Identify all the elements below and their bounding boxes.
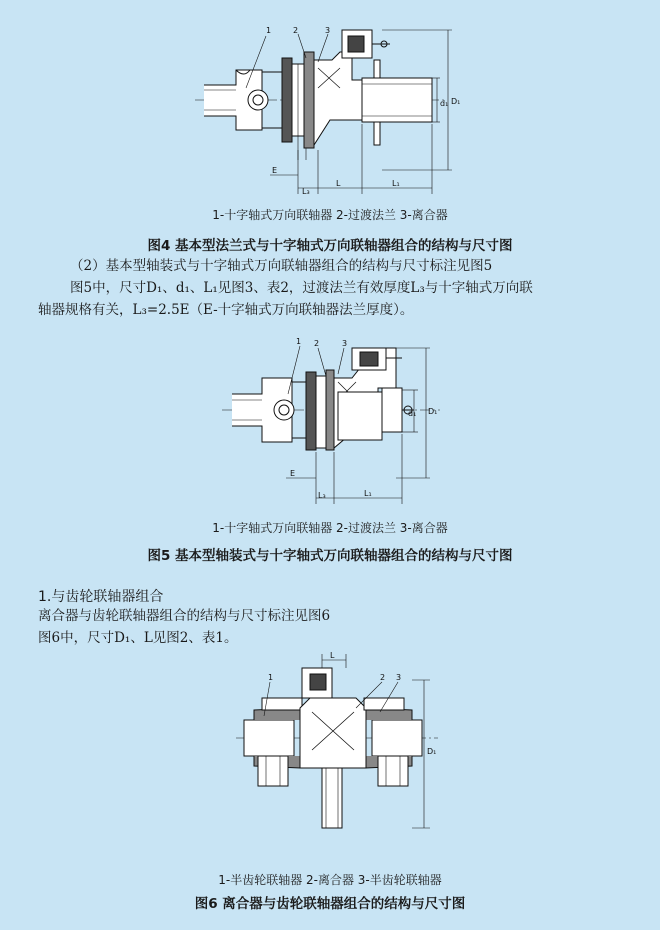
fig4-label-3: 3 xyxy=(325,26,331,35)
fig6-label-1: 1 xyxy=(268,673,274,682)
section-line-2: 图6中，尺寸D₁、L见图2、表1。 xyxy=(38,630,238,646)
figure-5-drawing xyxy=(0,328,660,518)
fig5-label-1: 1 xyxy=(296,337,302,346)
fig6-label-D1: D₁ xyxy=(427,747,437,756)
figure-6-title: 图6 离合器与齿轮联轴器组合的结构与尺寸图 xyxy=(194,896,466,912)
figure-5-caption: 1-十字轴式万向联轴器 2-过渡法兰 3-离合器 xyxy=(212,521,448,535)
fig4-label-1: 1 xyxy=(266,26,272,35)
fig4-label-E: E xyxy=(272,166,278,175)
figure-4-caption: 1-十字轴式万向联轴器 2-过渡法兰 3-离合器 xyxy=(212,208,448,222)
section-heading: 1.与齿轮联轴器组合 xyxy=(38,589,164,605)
figure-5-title: 图5 基本型轴装式与十字轴式万向联轴器组合的结构与尺寸图 xyxy=(147,548,513,564)
fig5-label-L1: L₁ xyxy=(364,489,372,498)
fig4-label-d1: d₁ xyxy=(440,99,449,108)
fig4-label-L3: L₃ xyxy=(302,187,310,196)
figure-6-drawing xyxy=(0,650,660,860)
fig5-label-L3: L₃ xyxy=(318,491,326,500)
paragraph-line-1: （2）基本型轴装式与十字轴式万向联轴器组合的结构与尺寸标注见图5 xyxy=(70,258,493,274)
fig5-label-E: E xyxy=(290,469,296,478)
fig6-label-L: L xyxy=(330,651,335,660)
fig4-label-D1: D₁ xyxy=(451,97,461,106)
fig6-label-2: 2 xyxy=(380,673,386,682)
paragraph-line-3: 轴器规格有关，L₃=2.5E（E-十字轴式万向联轴器法兰厚度）。 xyxy=(38,302,414,318)
figure-6-caption: 1-半齿轮联轴器 2-离合器 3-半齿轮联轴器 xyxy=(218,873,442,887)
section-line-1: 离合器与齿轮联轴器组合的结构与尺寸标注见图6 xyxy=(38,608,331,624)
fig5-label-2: 2 xyxy=(314,339,320,348)
fig4-label-L1: L₁ xyxy=(392,179,400,188)
figure-4-drawing xyxy=(0,0,660,210)
fig4-label-L: L xyxy=(336,179,341,188)
fig5-label-d1: d₁ xyxy=(408,409,417,418)
fig5-label-D1: D₁ xyxy=(428,407,438,416)
fig4-label-2: 2 xyxy=(293,26,299,35)
figure-4-title: 图4 基本型法兰式与十字轴式万向联轴器组合的结构与尺寸图 xyxy=(147,238,513,254)
fig6-label-3: 3 xyxy=(396,673,402,682)
fig5-label-3: 3 xyxy=(342,339,348,348)
paragraph-line-2: 图5中，尺寸D₁、d₁、L₁见图3、表2，过渡法兰有效厚度L₃与十字轴式万向联 xyxy=(70,280,533,296)
